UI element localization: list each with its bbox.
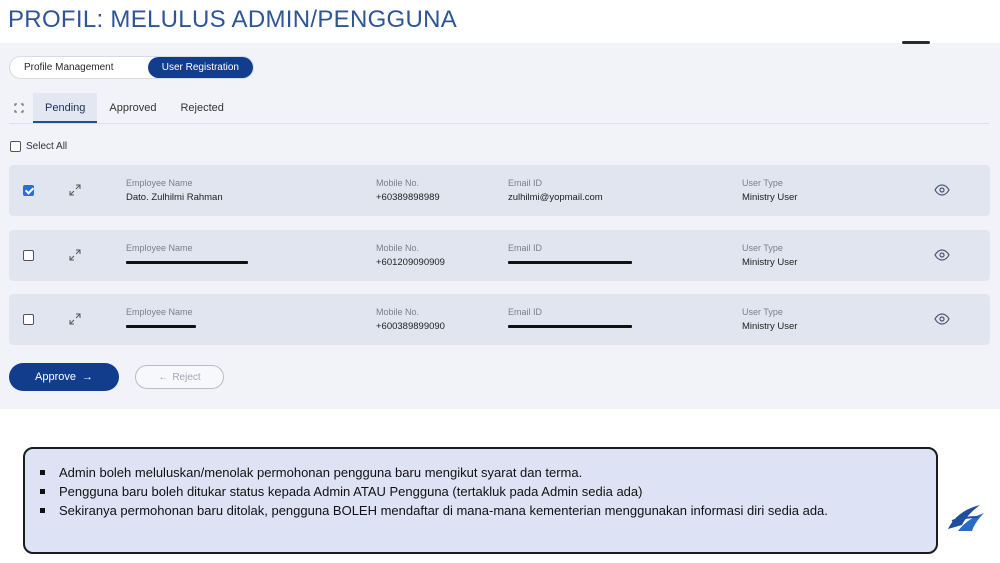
mobile-value: +60389898989 [376,192,440,203]
mobile-label: Mobile No. [376,307,420,317]
email-redacted [508,321,632,332]
user-type-label: User Type [742,178,783,188]
tab-approved[interactable]: Approved [109,102,157,114]
table-row[interactable] [9,165,990,216]
table-row[interactable] [9,294,990,345]
view-icon[interactable] [934,313,950,325]
user-type-value: Ministry User [742,192,798,203]
user-type-value: Ministry User [742,257,798,268]
select-all-checkbox[interactable] [10,141,21,152]
mobile-cell [376,307,445,332]
arrow-right-icon: → [81,371,93,383]
user-type-cell [742,243,797,268]
employee-name-label: Employee Name [126,178,193,188]
user-type-label: User Type [742,243,783,253]
airline-logo-icon [944,503,986,535]
note-item: Admin boleh meluluskan/menolak permohonan pengguna baru mengikut syarat dan terma. [37,463,924,482]
table-row[interactable] [9,230,990,281]
mobile-cell [376,243,445,268]
approve-label: Approve [35,371,76,383]
employee-name-value: Dato. Zulhilmi Rahman [126,192,223,203]
mobile-value: +601209090909 [376,257,445,268]
employee-name-cell [126,178,223,203]
expand-icon[interactable] [69,184,81,196]
user-type-cell [742,178,797,203]
user-registration-button[interactable]: User Registration [148,57,253,78]
note-item: Sekiranya permohonan baru ditolak, pengguna BOLEH mendaftar di mana-mana kementerian menggunakan informasi diri sedia ada. [37,501,924,520]
select-all[interactable] [10,141,67,152]
profile-management-button[interactable]: Profile Management [24,62,114,73]
mobile-label: Mobile No. [376,243,420,253]
notes-list [37,463,924,520]
email-redacted [508,257,632,268]
employee-name-cell [126,307,196,332]
view-icon[interactable] [934,184,950,196]
user-type-value: Ministry User [742,321,798,332]
email-label: Email ID [508,178,543,188]
employee-name-label: Employee Name [126,307,193,317]
approve-button[interactable] [9,363,119,391]
email-cell [508,178,603,203]
arrow-left-icon: ← [158,371,169,383]
view-icon[interactable] [934,249,950,261]
tab-rejected[interactable]: Rejected [180,102,224,114]
mobile-cell [376,178,440,203]
email-label: Email ID [508,307,543,317]
expand-icon[interactable] [69,313,81,325]
employee-name-cell [126,243,248,268]
app-panel [0,43,1000,409]
note-item: Pengguna baru boleh ditukar status kepada Admin ATAU Pengguna (tertakluk pada Admin sedia ada) [37,482,924,501]
mobile-label: Mobile No. [376,178,420,188]
email-cell [508,243,632,268]
user-type-label: User Type [742,307,783,317]
employee-name-redacted [126,257,248,268]
notes-box [23,447,938,554]
row-checkbox[interactable] [23,314,34,325]
employee-name-redacted [126,321,196,332]
expand-all-icon[interactable] [9,98,29,118]
email-value: zulhilmi@yopmail.com [508,192,603,203]
email-cell [508,307,632,332]
user-type-cell [742,307,797,332]
status-tabs [9,93,989,124]
select-all-label: Select All [26,141,68,152]
mobile-value: +600389899090 [376,321,445,332]
view-toggle [9,56,254,79]
expand-icon[interactable] [69,249,81,261]
divider [902,41,930,44]
row-checkbox[interactable] [23,250,34,261]
slide-title: PROFIL: MELULUS ADMIN/PENGGUNA [8,6,458,33]
employee-name-label: Employee Name [126,243,193,253]
row-checkbox[interactable] [23,185,34,196]
reject-button[interactable] [135,365,224,389]
email-label: Email ID [508,243,543,253]
reject-label: Reject [172,371,201,383]
tab-pending[interactable]: Pending [33,93,97,123]
